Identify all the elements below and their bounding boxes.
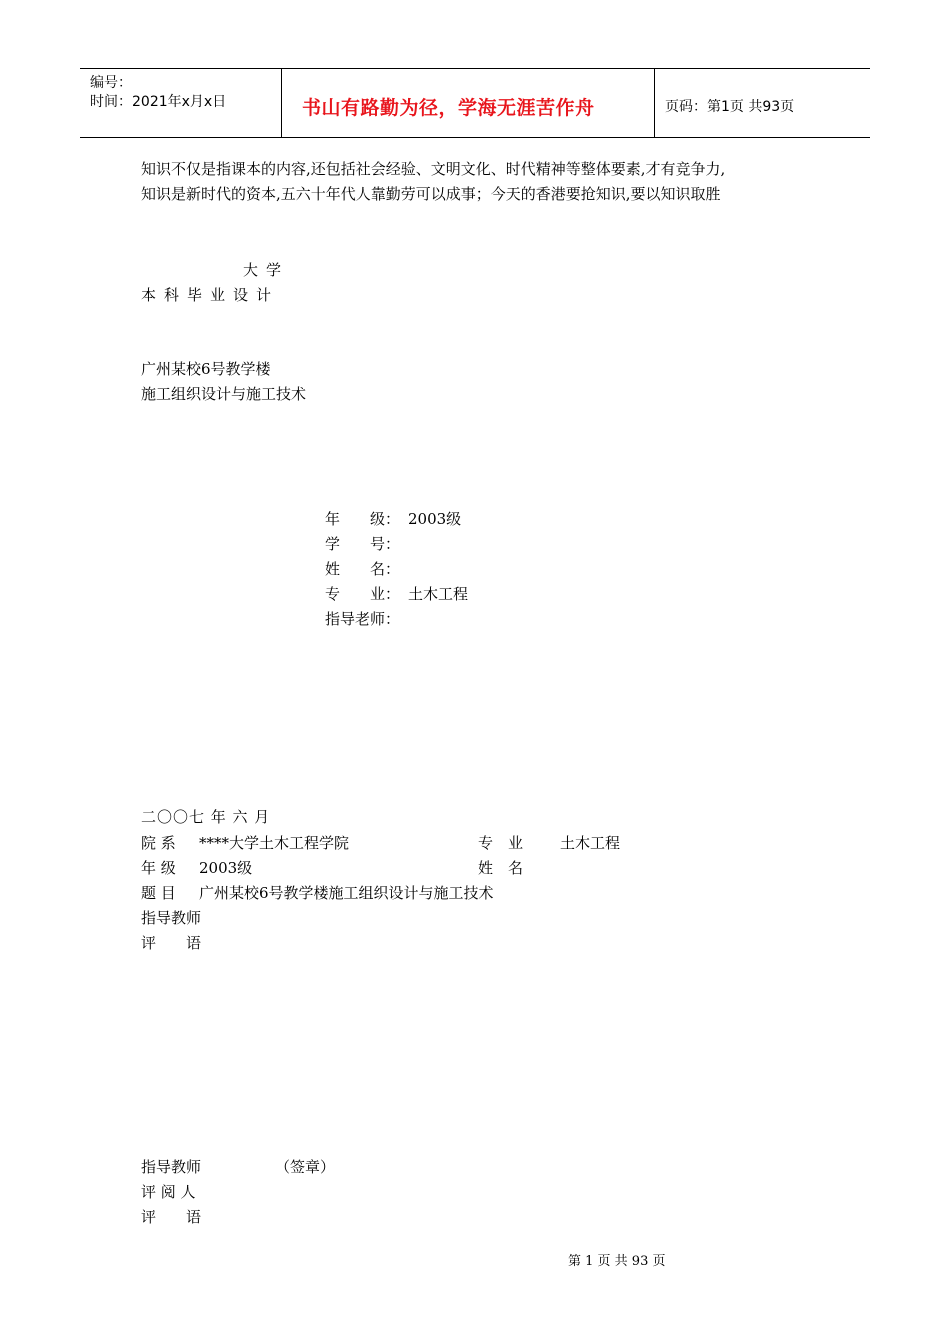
eval-grade-label: 年 级 xyxy=(141,859,176,877)
eval-topic-label: 题 目 xyxy=(141,884,176,902)
eval-comment2-label: 评 语 xyxy=(141,1208,202,1226)
cover-title-line-2: 施工组织设计与施工技术 xyxy=(141,385,307,403)
eval-comment-label: 评 语 xyxy=(141,934,202,952)
grade-label: 年 级： xyxy=(325,510,401,528)
cover-date: 二〇〇七 年 六 月 xyxy=(141,808,271,826)
eval-grade-value: 2003级 xyxy=(199,859,253,877)
eval-name-label: 姓 名 xyxy=(478,859,524,877)
eval-major-value: 土木工程 xyxy=(560,834,621,852)
page-header xyxy=(80,68,870,138)
major-label: 专 业： xyxy=(325,585,401,603)
document-time-label: 时间：2021年x月x日 xyxy=(90,94,227,110)
seal-label: （签章） xyxy=(275,1158,336,1176)
eval-advisor-label: 指导教师 xyxy=(141,909,202,927)
eval-dept-value: ****大学土木工程学院 xyxy=(199,834,350,852)
intro-line-2: 知识是新时代的资本,五六十年代人靠勤劳可以成事；今天的香港要抢知识,要以知识取胜 xyxy=(141,185,721,203)
header-motto: 书山有路勤为径，学海无涯苦作舟 xyxy=(302,97,595,119)
cover-university: 大学 xyxy=(243,261,290,279)
header-motto-cell xyxy=(282,69,655,137)
student-name-label: 姓 名： xyxy=(325,560,401,578)
sign-advisor-label: 指导教师 xyxy=(141,1158,202,1176)
eval-topic-value: 广州某校6号教学楼施工组织设计与施工技术 xyxy=(199,884,494,902)
major-value: 土木工程 xyxy=(408,585,469,603)
cover-design-type: 本科毕业设计 xyxy=(141,286,280,304)
eval-dept-label: 院 系 xyxy=(141,834,176,852)
student-id-label: 学 号： xyxy=(325,535,401,553)
document-number-label: 编号： xyxy=(90,75,132,91)
header-page-cell xyxy=(655,69,870,137)
advisor-label: 指导老师： xyxy=(325,610,401,628)
eval-major-label: 专 业 xyxy=(478,834,524,852)
intro-line-1: 知识不仅是指课本的内容,还包括社会经验、文明文化、时代精神等整体要素,才有竞争力, xyxy=(141,160,726,178)
footer-page-number: 第 1 页 共 93 页 xyxy=(568,1254,666,1269)
header-page-number: 页码：第1页 共93页 xyxy=(665,99,795,115)
reviewer-label: 评 阅 人 xyxy=(141,1183,196,1201)
header-meta-cell xyxy=(80,69,282,137)
cover-title-line-1: 广州某校6号教学楼 xyxy=(141,360,271,378)
grade-value: 2003级 xyxy=(408,510,462,528)
